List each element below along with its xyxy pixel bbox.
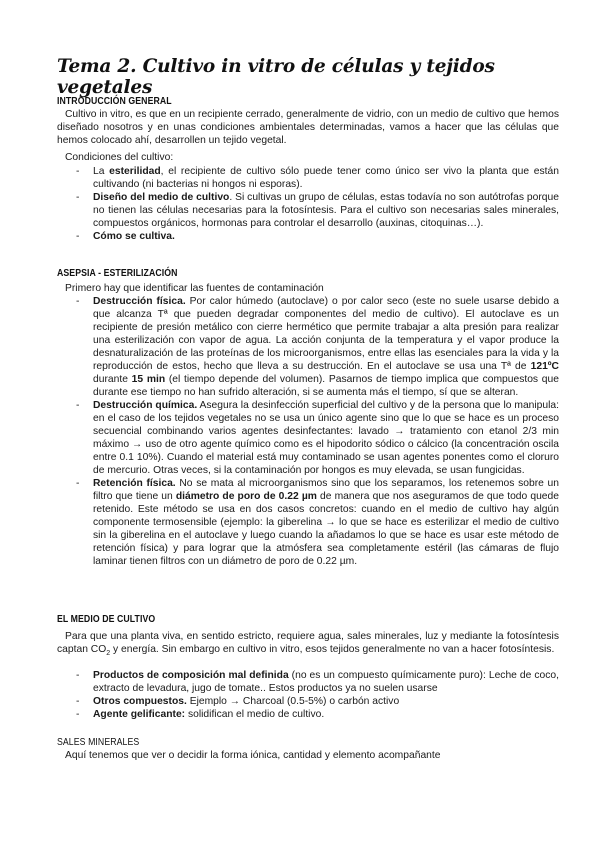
list-item: - Destrucción química. Asegura la desinfección superficial del cultivo y de la persona que lo manipula: en el caso de los tejidos vegetales no se usa un único agente sino que lo que se hace es un proceso secuencial combinando varios agentes desinfectantes: lavado → tratamiento con etanol 2/3 min máximo → uso de otro agente químico como es el hipodorito sódico o cálcico (la concentración oscila entre 0.1 10%). Cuando el material está muy contaminado se usan agentes ponentes como el cloruro de mercurio. Otras veces, si la contaminación por hongos es muy elevada, se usan fungicidas. [76,400,560,476]
section-heading-introduccion: INTRODUCCIÓN GENERAL [57,96,172,107]
conditions-list [57,165,559,243]
medio-paragraph: Para que una planta viva, en sentido estricto, requiere agua, sales minerales, luz y mediante la fotosíntesis captan $CO_2$ y energía. Sin embargo en cultivo in vitro, esos tejidos generalmente no van a hacer fotosíntesis. [57,631,559,658]
list-dash: - [76,670,80,681]
list-item: - Destrucción física. Por calor húmedo (autoclave) o por calor seco (este no suele usarse debido a que alcanza Tª que pueden degradar componentes del medio de cultivo). El autoclave es un recipiente de presión metálico con cierre hermético que permite trabajar a alta presión para realizar una esterilización con vapor de agua. La acción conjunta de la temperatura y el vapor produce la desnaturalización de las proteínas de los microorganismos, entre ellas las esenciales para la vida y la reproducción de estos, hecho que lleva a su destrucción. En el autoclave se usa una Tª de 121ºC durante 15 min (el tiempo depende del volumen). Pasarnos de tiempo implica que compuestos que durante ese tiempo no han sufrido alteración, si se aumenta más el tiempo, sí que se alteran. [76,296,560,398]
list-item: - Cómo se cultiva. [76,231,175,242]
list-dash: - [76,166,80,177]
page-title: Tema 2. Cultivo in vitro de células y tejidos vegetales [57,56,495,98]
list-dash: - [76,478,80,489]
list-item: - Agente gelificante: solidifican el medio de cultivo. [76,709,325,720]
section-heading-sales-minerales: SALES MINERALES [57,737,140,748]
list-dash: - [76,231,80,242]
sales-paragraph: Aquí tenemos que ver o decidir la forma iónica, cantidad y elemento acompañante [65,750,441,761]
list-dash: - [76,709,80,720]
intro-paragraph: Cultivo in vitro, es que en un recipiente cerrado, generalmente de vidrio, con un medio de cultivo que hemos diseñado nosotros y en unas condiciones ambientales determinadas, vamos a hacer que las células que hemos colocado ahí, desarrollen un tejido vegetal. [57,109,559,146]
asepsia-intro: Primero hay que identificar las fuentes de contaminación [65,283,324,294]
list-dash: - [76,192,80,203]
list-item: - La esterilidad, el recipiente de cultivo sólo puede tener como único ser vivo la planta que están cultivando (ni bacterias ni hongos ni esporas). [76,166,559,190]
section-heading-asepsia: ASEPSIA - ESTERILIZACIÓN [57,268,178,279]
conditions-label: Condiciones del cultivo: [65,152,174,163]
list-item: - Retención física. No se mata al microorganismos sino que los separamos, los retenemos sobre un filtro que tiene un diámetro de poro de 0.22 µm de manera que nos aseguramos de que todo quede retenido. Este método se usa en dos casos concretos: cuando en el medio de cultivo hay algún componente termosensible (ejemplo: la giberelina → lo que se hace es esterilizar el medio de cultivo sin la giberelina en el autoclave y luego cuando la añadamos lo que se hace es usar este método de retención física) y para lograr que la atmósfera sea completamente estéril (las cámaras de flujo laminar tienen filtros con un diámetro de poro de 0.22 µm. [76,478,559,567]
list-item: - Diseño del medio de cultivo. Si cultivas un grupo de células, estas todavía no son autótrofas porque no tienen las células necesarias para la fotosíntesis. Para el cultivo son necesarias sales minerales, compuestos orgánicos, hormonas para controlar el desarrollo (auxinas, citoquinas…). [76,192,559,229]
asepsia-list [57,295,559,568]
section-heading-medio-cultivo: EL MEDIO DE CULTIVO [57,614,156,625]
list-dash: - [76,296,80,307]
list-item: - Productos de composición mal definida (no es un compuesto químicamente puro): Leche de coco, extracto de levadura, jugo de tomate.. Estos productos ya no suelen usarse [76,670,559,694]
medio-list [57,669,559,721]
list-dash: - [76,400,80,411]
list-dash: - [76,696,80,707]
list-item: - Otros compuestos. Ejemplo → Charcoal (0.5-5%) o carbón activo [76,696,400,707]
